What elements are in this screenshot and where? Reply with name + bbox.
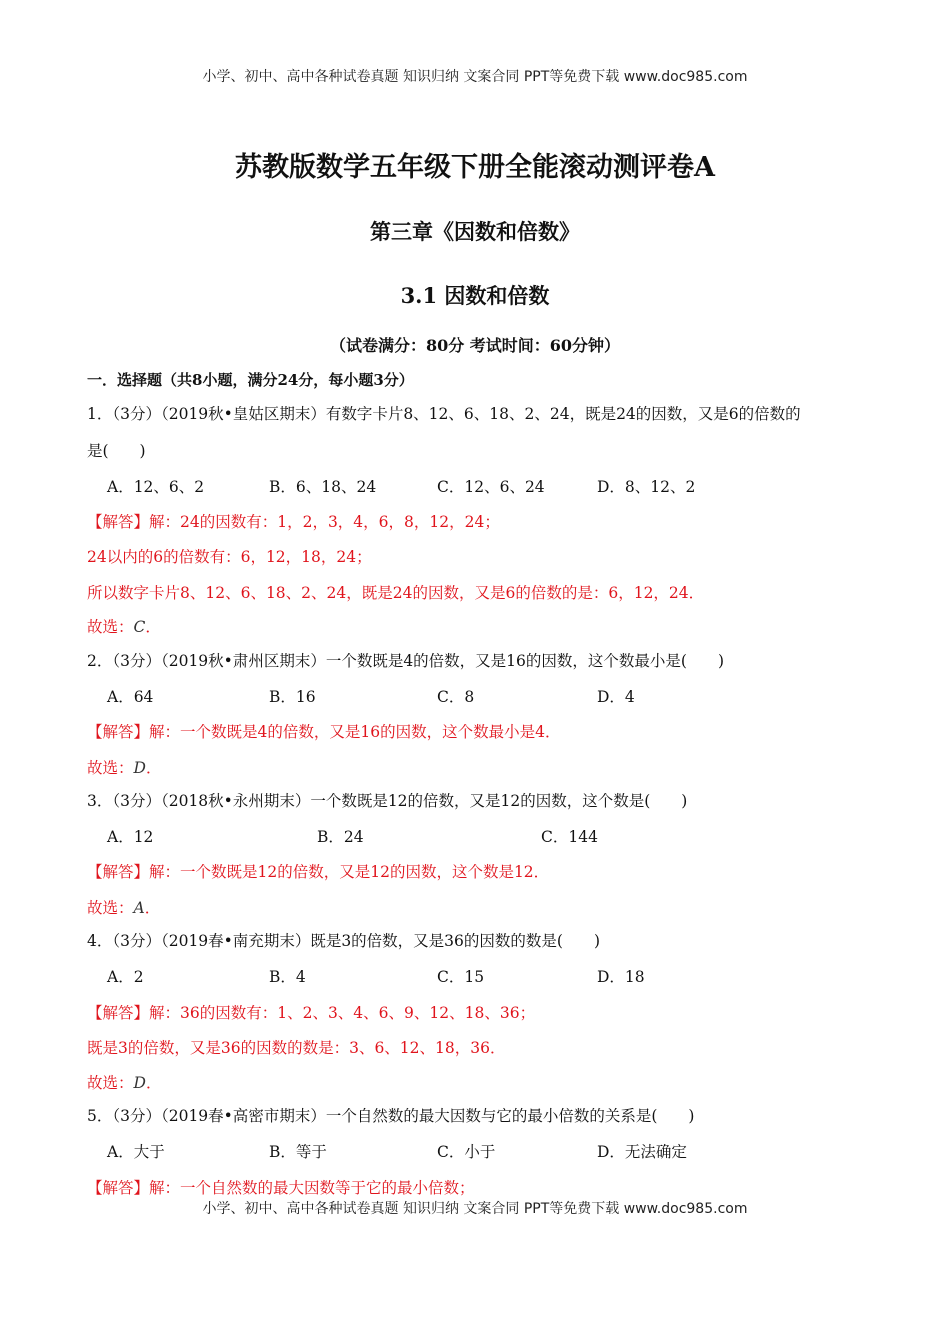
question-5-stem: 5．（3分）（2019春•高密市期末）一个自然数的最大因数与它的最小倍数的关系是( ) bbox=[87, 1107, 695, 1125]
choice-label: 故选： bbox=[87, 1074, 134, 1092]
q4-option-d: D．18 bbox=[597, 968, 645, 986]
q1-option-c: C．12、6、24 bbox=[437, 478, 545, 496]
q5-option-d: D．无法确定 bbox=[597, 1143, 687, 1161]
q4-option-b: B．4 bbox=[269, 968, 306, 986]
choice-end: ． bbox=[145, 618, 161, 636]
q2-option-a: A．64 bbox=[107, 688, 154, 706]
q5-option-a: A．大于 bbox=[107, 1143, 165, 1161]
choice-letter: D bbox=[133, 759, 146, 777]
q4-answer-line-1: 【解答】解：36的因数有：1、2、3、4、6、9、12、18、36； bbox=[87, 1004, 536, 1022]
q3-answer-line-1: 【解答】解：一个数既是12的倍数，又是12的因数，这个数是12． bbox=[87, 863, 550, 881]
q3-choice bbox=[87, 898, 160, 918]
q4-option-c: C．15 bbox=[437, 968, 485, 986]
choice-letter: C bbox=[133, 618, 146, 636]
part1-heading: 一．选择题（共8小题，满分24分，每小题3分） bbox=[87, 371, 414, 389]
q1-choice bbox=[87, 617, 161, 637]
q1-answer-line-2: 24以内的6的倍数有：6，12，18，24； bbox=[87, 548, 372, 566]
q2-answer-line-1: 【解答】解：一个数既是4的倍数，又是16的因数，这个数最小是4． bbox=[87, 723, 561, 741]
q2-option-d: D．4 bbox=[597, 688, 635, 706]
q5-option-b: B．等于 bbox=[269, 1143, 327, 1161]
section-title: 3.1 因数和倍数 bbox=[400, 283, 550, 308]
q1-option-b: B．6、18、24 bbox=[269, 478, 377, 496]
q5-answer-line-1: 【解答】解：一个自然数的最大因数等于它的最小倍数； bbox=[87, 1179, 475, 1197]
q2-option-c: C．8 bbox=[437, 688, 475, 706]
q1-answer-line-3: 所以数字卡片8、12、6、18、2、24，既是24的因数，又是6的倍数的是：6，12，24． bbox=[87, 584, 705, 602]
q3-option-c: C．144 bbox=[541, 828, 598, 846]
q4-option-a: A．2 bbox=[107, 968, 144, 986]
q4-answer-line-2: 既是3的倍数，又是36的因数的数是：3、6、12、18，36． bbox=[87, 1039, 506, 1057]
page-header-watermark: 小学、初中、高中各种试卷真题 知识归纳 文案合同 PPT等免费下载 www.doc985.com bbox=[202, 69, 748, 85]
q3-option-a: A．12 bbox=[107, 828, 154, 846]
choice-letter: A bbox=[133, 899, 145, 917]
page-footer-watermark: 小学、初中、高中各种试卷真题 知识归纳 文案合同 PPT等免费下载 www.doc985.com bbox=[202, 1201, 748, 1217]
q1-answer-line-1: 【解答】解：24的因数有：1，2，3，4，6，8，12，24； bbox=[87, 513, 500, 531]
choice-label: 故选： bbox=[87, 899, 134, 917]
exam-info: （试卷满分：80分 考试时间：60分钟） bbox=[329, 336, 621, 355]
question-1-stem: 1．（3分）（2019秋•皇姑区期末）有数字卡片8、12、6、18、2、24，既是24的因数，又是6的倍数的 bbox=[87, 405, 801, 423]
choice-letter: D bbox=[133, 1074, 146, 1092]
q4-choice bbox=[87, 1073, 161, 1093]
choice-label: 故选： bbox=[87, 618, 134, 636]
choice-end: ． bbox=[145, 759, 162, 777]
q2-option-b: B．16 bbox=[269, 688, 316, 706]
choice-end: ． bbox=[145, 1074, 162, 1092]
q5-option-c: C．小于 bbox=[437, 1143, 496, 1161]
q1-option-d: D．8、12、2 bbox=[597, 478, 696, 496]
question-1-stem-cont: 是( ) bbox=[87, 442, 146, 460]
question-3-stem: 3．（3分）（2018秋•永州期末）一个数既是12的倍数，又是12的因数，这个数是( ) bbox=[87, 792, 688, 810]
choice-end: ． bbox=[144, 899, 161, 917]
question-2-stem: 2．（3分）（2019秋•肃州区期末）一个数既是4的倍数，又是16的因数，这个数最小是( ) bbox=[87, 652, 724, 670]
q3-option-b: B．24 bbox=[317, 828, 364, 846]
page-title: 苏教版数学五年级下册全能滚动测评卷A bbox=[235, 152, 715, 183]
chapter-title: 第三章《因数和倍数》 bbox=[370, 219, 580, 244]
q1-option-a: A．12、6、2 bbox=[107, 478, 205, 496]
q2-choice bbox=[87, 758, 161, 778]
choice-label: 故选： bbox=[87, 759, 134, 777]
question-4-stem: 4．（3分）（2019春•南充期末）既是3的倍数，又是36的因数的数是( ) bbox=[87, 932, 600, 950]
